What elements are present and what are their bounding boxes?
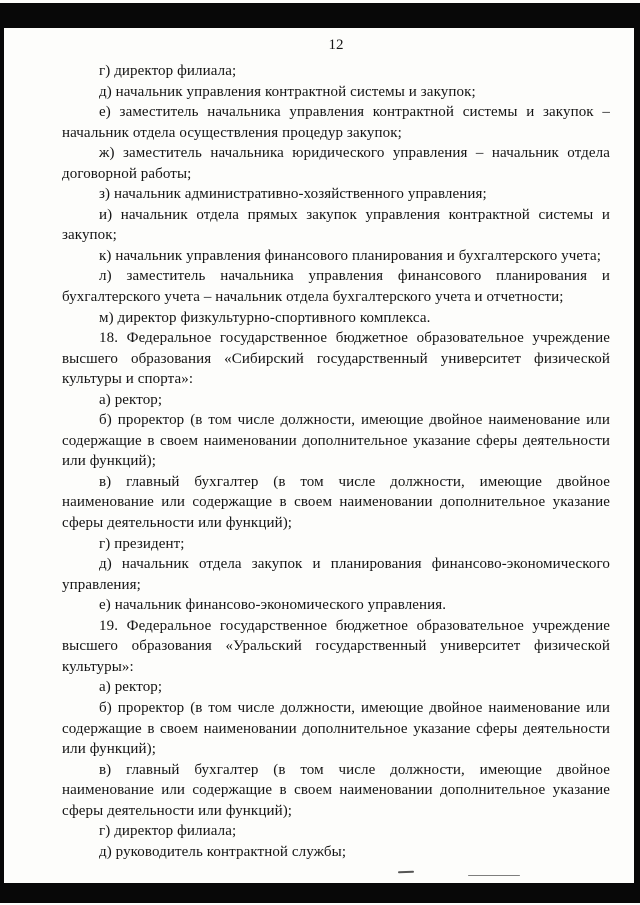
paragraph-item-d2: д) начальник отдела закупок и планирования финансово-экономического управления; [62,556,610,593]
scan-border-top [0,3,640,28]
paragraph-item-i: и) начальник отдела прямых закупок управления контрактной системы и закупок; [62,206,610,244]
scan-border-right [634,3,640,903]
paragraph-item-b2: б) проректор (в том числе должности, имеющие двойное наименование или содержащие в своем наименовании дополнительное указание сферы деятельности или функций); [62,699,610,758]
paragraph-item-e2: е) начальник финансово-экономического управления. [99,597,447,614]
paragraph-item-a: а) ректор; [99,391,163,408]
document-body [62,61,610,862]
paragraph-item-v: в) главный бухгалтер (в том числе должности, имеющие двойное наименование или содержащие в своем наименовании дополнительное указание сферы деятельности или функций); [62,473,610,532]
paragraph-section-18: 18. Федеральное государственное бюджетное образовательное учреждение высшего образования «Сибирский государственный университет физической культуры и спорта»: [62,330,610,388]
paragraph-item-a2: а) ректор; [99,679,163,696]
paragraph-item-e: е) заместитель начальника управления контрактной системы и закупок – начальник отдела осуществления процедур закупок; [62,104,610,141]
paragraph-item-m: м) директор физкультурно-спортивного комплекса. [99,309,431,326]
paragraph-section-19: 19. Федеральное государственное бюджетное образовательное учреждение высшего образования «Уральский государственный университет физической культуры»: [62,617,610,675]
paragraph-item-d: д) начальник управления контрактной системы и закупок; [99,83,476,100]
paragraph-item-zh: ж) заместитель начальника юридического управления – начальник отдела договорной работы; [62,145,610,182]
paragraph-item-g: г) директор филиала; [99,63,237,79]
scan-border-left [0,3,4,903]
scan-artifact [468,875,520,876]
scan-border-bottom [0,883,640,903]
paragraph-item-g2: г) президент; [99,535,185,552]
page-number: 12 [328,37,344,53]
paragraph-item-z: з) начальник административно-хозяйственного управления; [99,186,487,203]
paragraph-item-l: л) заместитель начальника управления финансового планирования и бухгалтерского учета – начальник отдела бухгалтерского учета и отчетности; [62,268,610,306]
paragraph-item-k: к) начальник управления финансового планирования и бухгалтерского учета; [99,247,602,264]
scan-artifact [398,871,414,874]
paragraph-item-v2: в) главный бухгалтер (в том числе должности, имеющие двойное наименование или содержащие в своем наименовании дополнительное указание сферы деятельности или функций); [62,761,610,819]
paragraph-item-b: б) проректор (в том числе должности, имеющие двойное наименование или содержащие в своем наименовании дополнительное указание сферы деятельности или функций); [62,412,610,470]
paragraph-item-g3: г) директор филиала; [99,823,237,840]
paragraph-item-d3: д) руководитель контрактной службы; [99,843,347,860]
